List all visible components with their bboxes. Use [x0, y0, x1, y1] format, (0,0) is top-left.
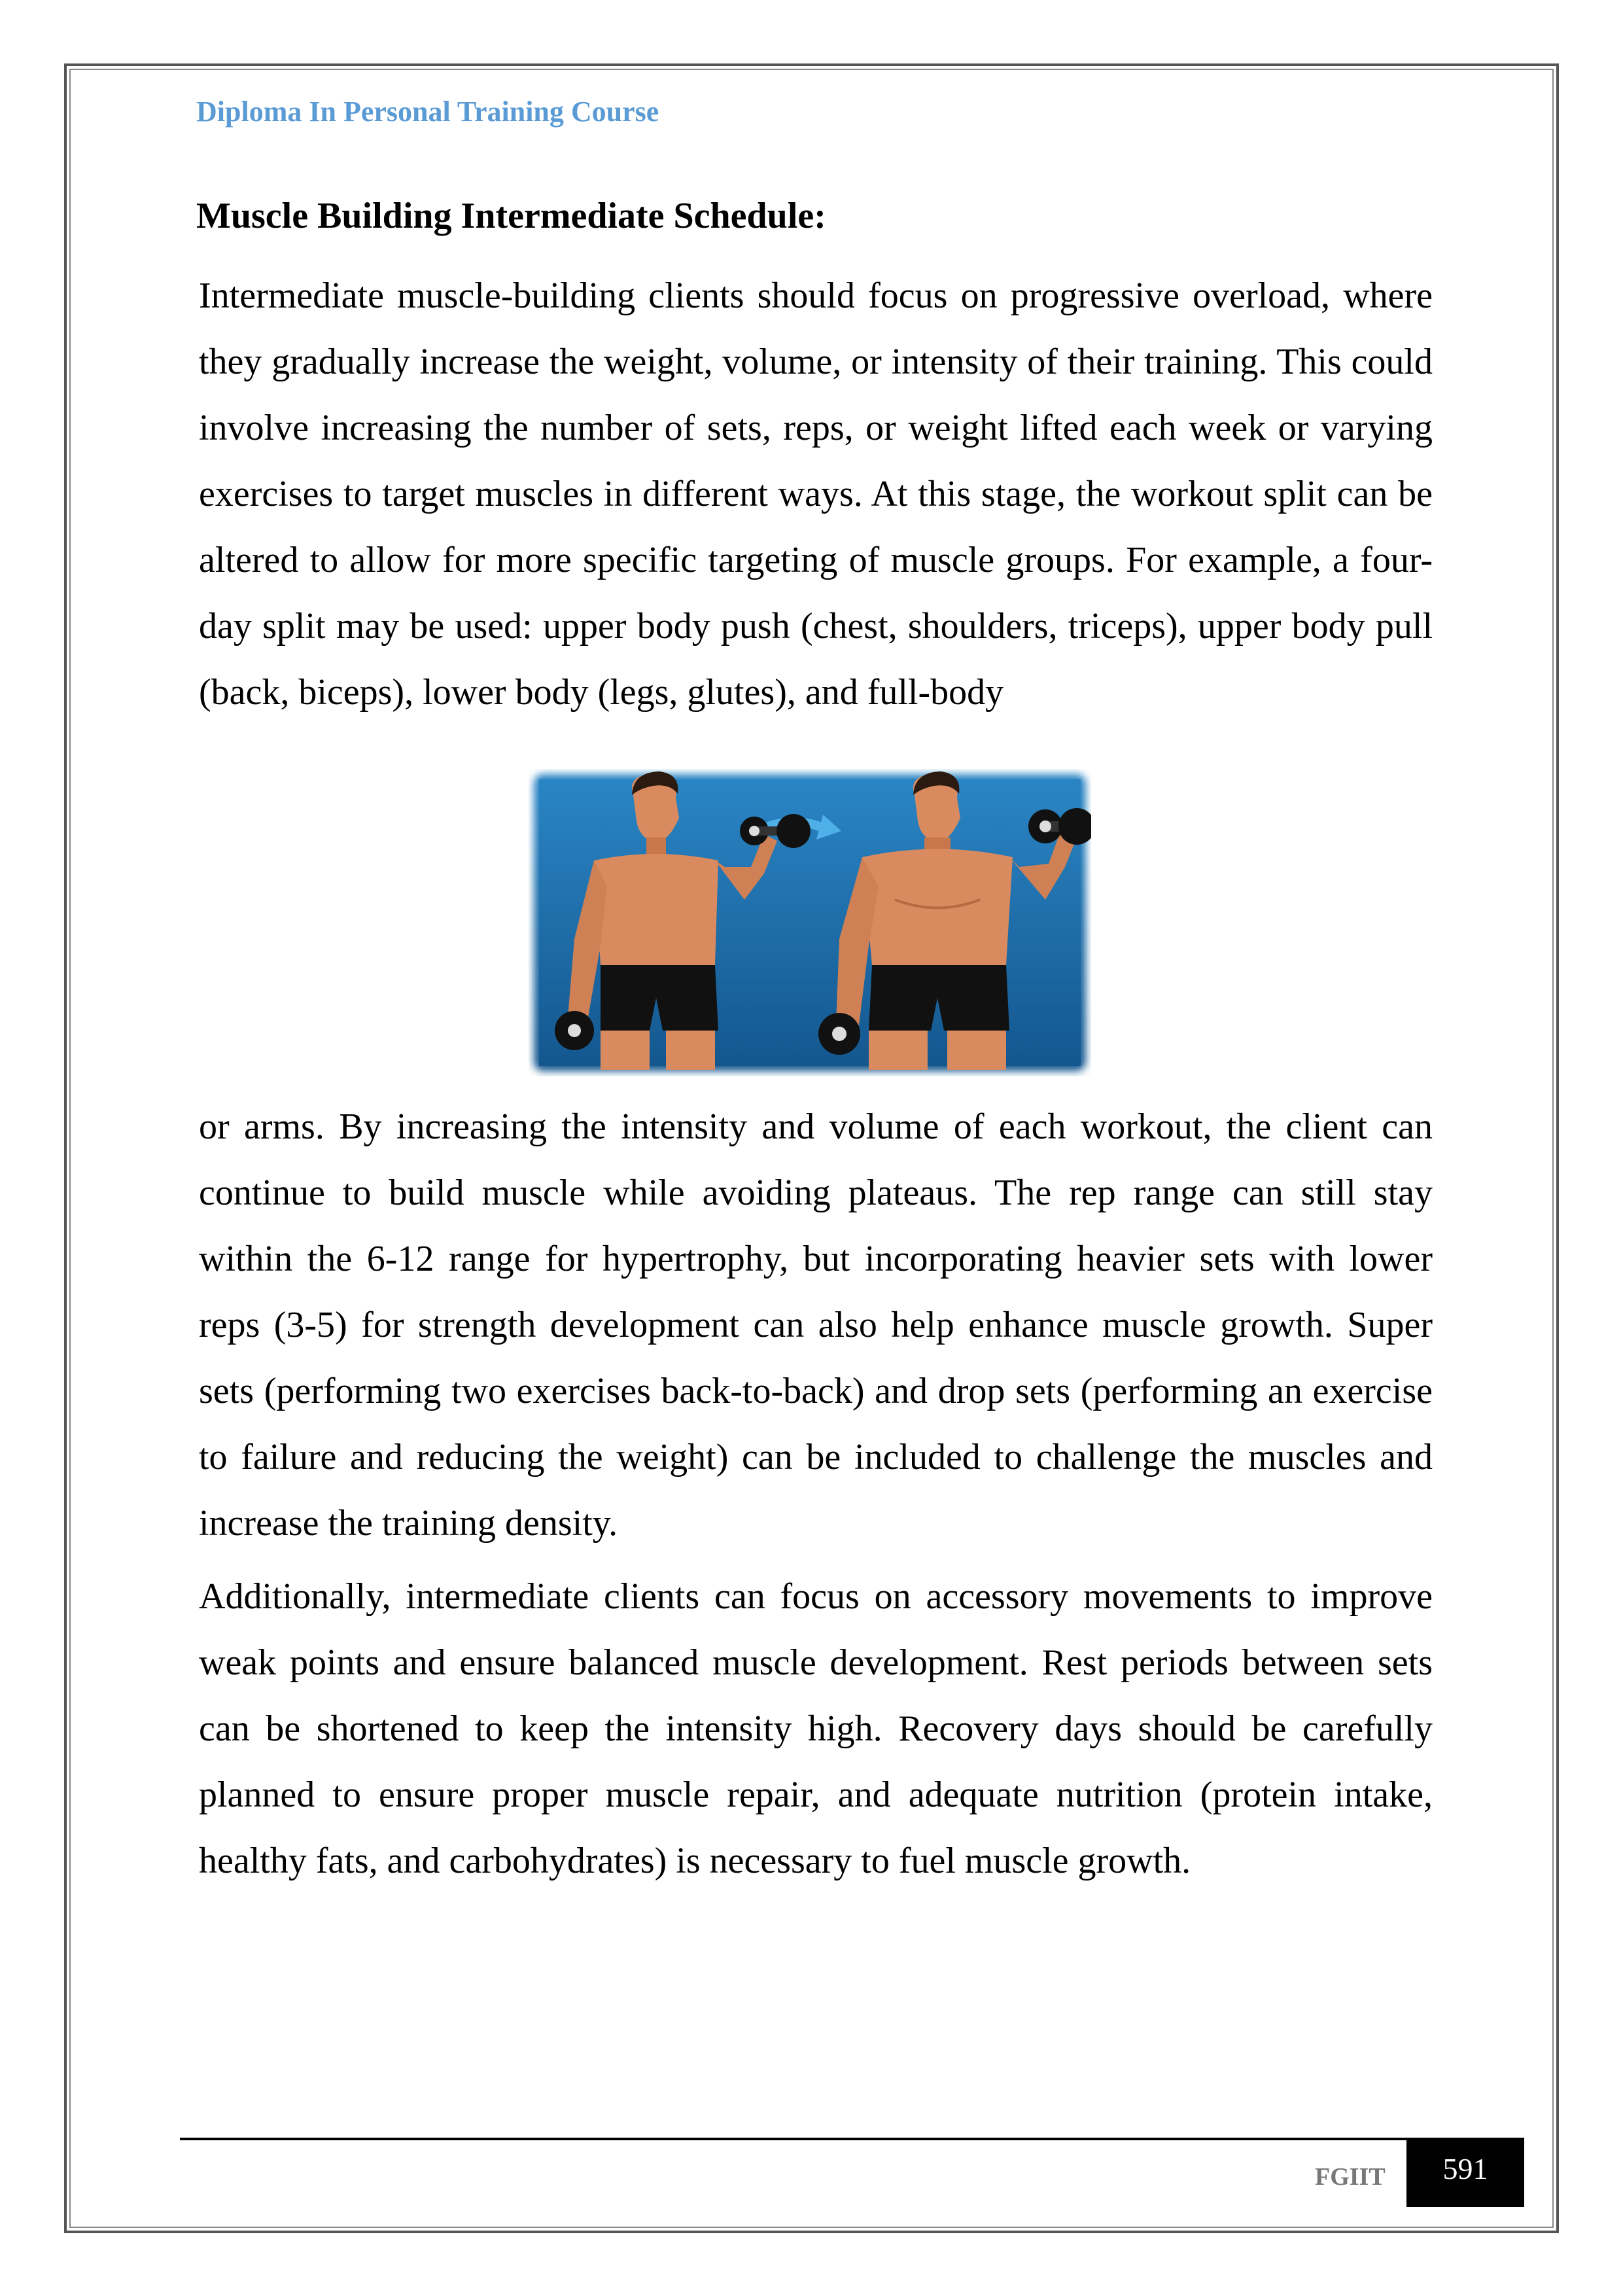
footer-org: FGIIT	[1315, 2163, 1386, 2191]
muscle-growth-illustration	[529, 769, 1091, 1076]
paragraph-2: or arms. By increasing the intensity and volume of each workout, the client can continue to build muscle while avoiding plateaus. The rep range can still stay within the 6-12 range for hypertrophy, but incorporating heavier sets with lower reps (3-5) for strength development can also help enhance muscle growth. Super sets (performing two exercises back-to-back) and drop sets (performing an exercise to failure and reducing the weight) can be included to challenge the muscles and increase the training density.	[199, 1106, 1433, 1544]
footer-rule	[180, 2138, 1412, 2140]
paragraph-3: Additionally, intermediate clients can focus on accessory movements to improve weak points and ensure balanced muscle development. Rest periods between sets can be shortened to keep the intensity high. Recovery days should be carefully planned to ensure proper muscle repair, and adequate nutrition (protein intake, healthy fats, and carbohydrates) is necessary to fuel muscle growth.	[199, 1576, 1433, 1881]
running-header: Diploma In Personal Training Course	[196, 96, 659, 128]
section-title: Muscle Building Intermediate Schedule:	[196, 196, 826, 236]
paragraph-1: Intermediate muscle-building clients should focus on progressive overload, where they gradually increase the weight, volume, or intensity of their training. This could involve increasing the number of sets, reps, or weight lifted each week or varying exercises to target muscles in different ways. At this stage, the workout split can be altered to allow for more specific targeting of muscle groups. For example, a four-day split may be used: upper body push (chest, shoulders, triceps), upper body pull (back, biceps), lower body (legs, glutes), and full-body	[199, 275, 1433, 713]
page-number: 591	[1406, 2138, 1524, 2207]
